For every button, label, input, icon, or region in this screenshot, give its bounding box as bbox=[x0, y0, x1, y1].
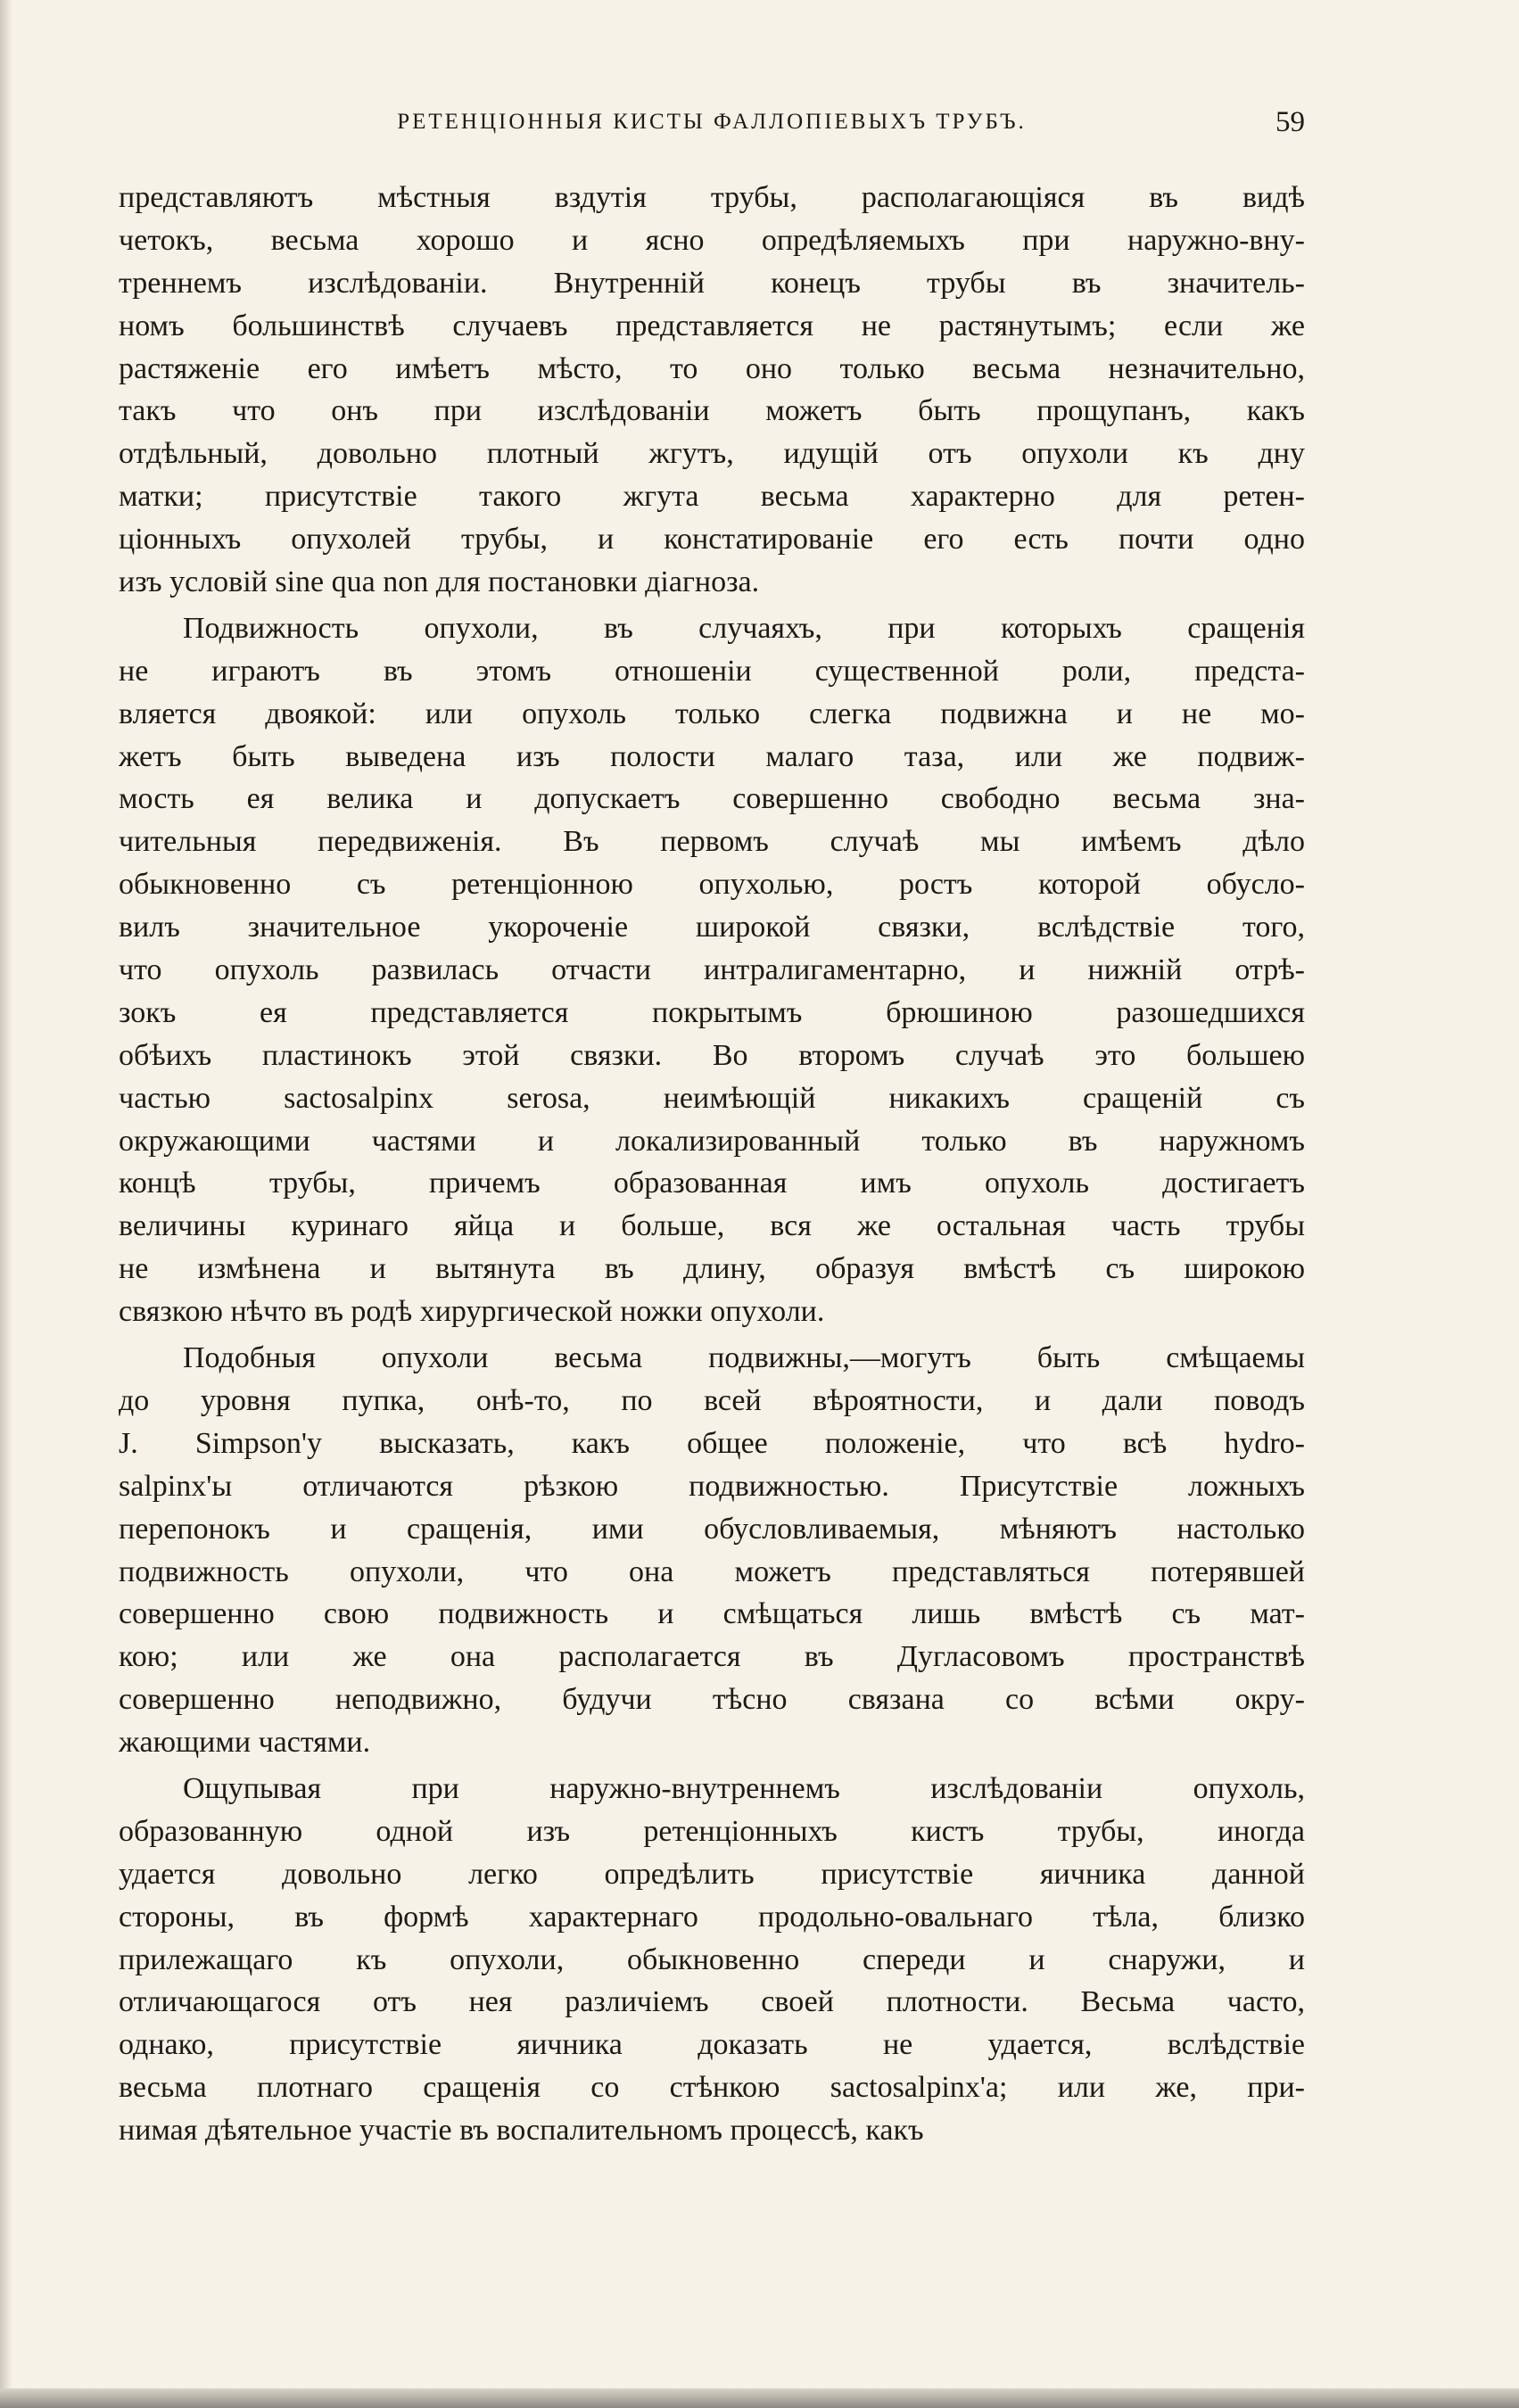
text-line: представляютъ мѣстныя вздутія трубы, располагающіяся въ видѣ bbox=[119, 181, 1305, 214]
text-line: что опухоль развилась отчасти интралигаментарно, и нижній отрѣ- bbox=[119, 953, 1305, 987]
text-line: номъ большинствѣ случаевъ представляется не растянутымъ; если же bbox=[119, 309, 1305, 342]
text-line: не измѣнена и вытянута въ длину, образуя вмѣстѣ съ широкою bbox=[119, 1252, 1305, 1286]
text-line: четокъ, весьма хорошо и ясно опредѣляемыхъ при наружно-вну- bbox=[119, 223, 1305, 257]
text-line: вилъ значительное укороченіе широкой связки, вслѣдствіе того, bbox=[119, 911, 1305, 944]
text-line: весьма плотнаго сращенія со стѣнкою sactosalpinx'а; или же, при- bbox=[119, 2071, 1305, 2105]
text-line: образованную одной изъ ретенціонныхъ кистъ трубы, иногда bbox=[119, 1814, 1305, 1848]
body-text bbox=[119, 177, 1305, 2152]
text-line: зокъ ея представляется покрытымъ брюшиною разошедшихся bbox=[119, 995, 1305, 1029]
scan-bottom-edge bbox=[0, 2388, 1519, 2408]
text-line: до уровня пупка, онѣ-то, по всей вѣроятности, и дали поводъ bbox=[119, 1383, 1305, 1417]
text-line: частью sactosalpinx serosa, неимѣющій никакихъ сращеній съ bbox=[119, 1081, 1305, 1115]
text-line: отдѣльный, довольно плотный жгутъ, идущій отъ опухоли къ дну bbox=[119, 437, 1305, 471]
text-line: J. Simpson'у высказать, какъ общее положеніе, что всѣ hydro- bbox=[119, 1426, 1305, 1460]
text-line: мость ея велика и допускаетъ совершенно свободно весьма зна- bbox=[119, 782, 1305, 816]
page-edge-shadow bbox=[0, 0, 12, 2408]
text-line: матки; присутствіе такого жгута весьма характерно для ретен- bbox=[119, 480, 1305, 514]
text-line: кою; или же она располагается въ Дугласовомъ пространствѣ bbox=[119, 1640, 1305, 1674]
page-number: 59 bbox=[1275, 106, 1305, 138]
text-line: перепонокъ и сращенія, ими обусловливаемыя, мѣняютъ настолько bbox=[119, 1512, 1305, 1546]
text-line: salpinx'ы отличаются рѣзкою подвижностью. Присутствіе ложныхъ bbox=[119, 1469, 1305, 1503]
text-line: нимая дѣятельное участіе въ воспалительномъ процессѣ, какъ bbox=[119, 2114, 924, 2148]
text-line: окружающими частями и локализированный только въ наружномъ bbox=[119, 1124, 1305, 1158]
text-line: Подобныя опухоли весьма подвижны,—могутъ быть смѣщаемы bbox=[183, 1341, 1305, 1375]
paragraph bbox=[119, 177, 1305, 604]
text-line: подвижность опухоли, что она можетъ представляться потерявшей bbox=[119, 1554, 1305, 1588]
paragraph bbox=[119, 1768, 1305, 2152]
running-title: РЕТЕНЦІОННЫЯ КИСТЫ ФАЛЛОПІЕВЫХЪ ТРУБЪ. bbox=[397, 110, 1027, 134]
text-line: изъ условій sine qua non для постановки діагноза. bbox=[119, 565, 760, 599]
paragraph bbox=[119, 607, 1305, 1333]
text-line: отличающагося отъ нея различіемъ своей плотности. Весьма часто, bbox=[119, 1985, 1305, 2019]
text-line: вляется двоякой: или опухоль только слегка подвижна и не мо- bbox=[119, 697, 1305, 730]
paragraph bbox=[119, 1337, 1305, 1764]
page-header bbox=[119, 100, 1305, 144]
text-line: жающими частями. bbox=[119, 1726, 371, 1760]
text-line: связкою нѣчто въ родѣ хирургической ножки опухоли. bbox=[119, 1295, 825, 1329]
text-line: ціонныхъ опухолей трубы, и констатированіе его есть почти одно bbox=[119, 523, 1305, 557]
text-line: величины куринаго яйца и больше, вся же остальная часть трубы bbox=[119, 1209, 1305, 1243]
text-line: обѣихъ пластинокъ этой связки. Во второмъ случаѣ это большею bbox=[119, 1038, 1305, 1072]
text-line: однако, присутствіе яичника доказать не удается, вслѣдствіе bbox=[119, 2028, 1305, 2062]
text-line: концѣ трубы, причемъ образованная имъ опухоль достигаетъ bbox=[119, 1167, 1305, 1200]
text-line: прилежащаго къ опухоли, обыкновенно спереди и снаружи, и bbox=[119, 1942, 1305, 1976]
text-line: жетъ быть выведена изъ полости малаго таза, или же подвиж- bbox=[119, 739, 1305, 773]
text-line: Ощупывая при наружно-внутреннемъ изслѣдованіи опухоль, bbox=[183, 1771, 1305, 1805]
text-line: обыкновенно съ ретенціонною опухолью, ростъ которой обусло- bbox=[119, 868, 1305, 902]
text-line: чительныя передвиженія. Въ первомъ случаѣ мы имѣемъ дѣло bbox=[119, 825, 1305, 859]
text-line: не играютъ въ этомъ отношеніи существенной роли, предста- bbox=[119, 654, 1305, 688]
text-line: Подвижность опухоли, въ случаяхъ, при которыхъ сращенія bbox=[183, 611, 1305, 645]
text-line: стороны, въ формѣ характернаго продольно-овальнаго тѣла, близко bbox=[119, 1900, 1305, 1934]
text-line: треннемъ изслѣдованіи. Внутренній конецъ трубы въ значитель- bbox=[119, 266, 1305, 300]
text-line: совершенно неподвижно, будучи тѣсно связана со всѣми окру- bbox=[119, 1683, 1305, 1717]
text-line: растяженіе его имѣетъ мѣсто, то оно только весьма незначительно, bbox=[119, 351, 1305, 385]
text-line: удается довольно легко опредѣлить присутствіе яичника данной bbox=[119, 1857, 1305, 1891]
text-line: такъ что онъ при изслѣдованіи можетъ быть прощупанъ, какъ bbox=[119, 394, 1305, 428]
text-line: совершенно свою подвижность и смѣщаться лишь вмѣстѣ съ мат- bbox=[119, 1597, 1305, 1631]
